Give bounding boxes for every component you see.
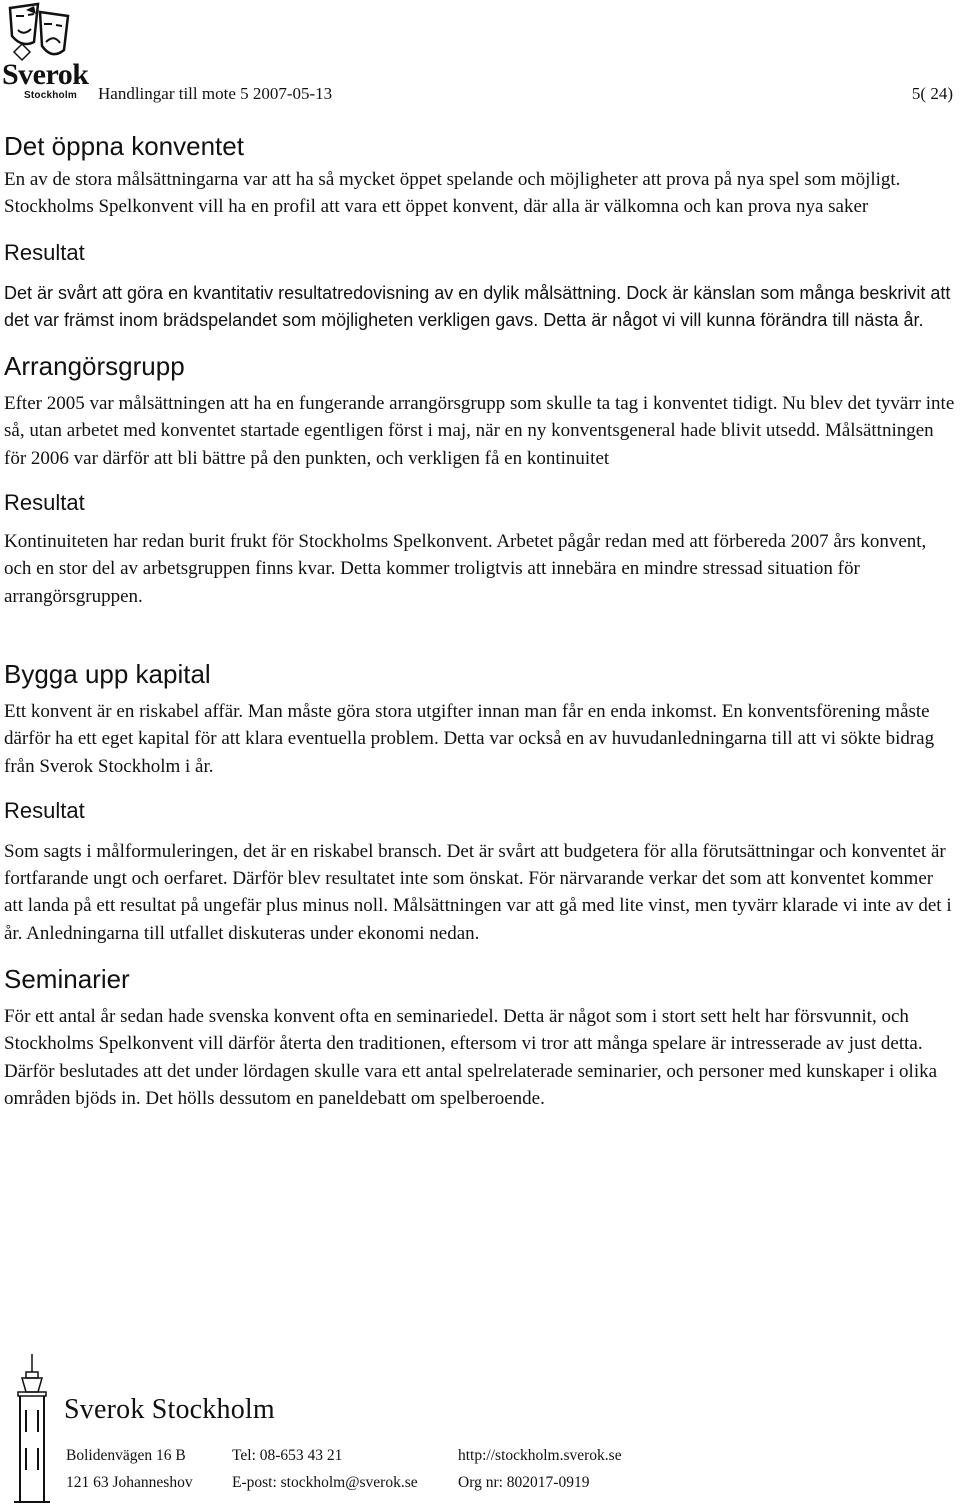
section-paragraph: Efter 2005 var målsättningen att ha en fungerande arrangörsgrupp som skulle ta tag i konventet tidigt. Nu blev det tyvärr inte så, utan arbetet med konventet startade egentligen först i maj, när en ny konventsgeneral hade blivit utsedd. Målsättningen för 2006 var därför att bli bättre på den punkten, och verkligen få en kontinuitet <box>4 393 955 469</box>
footer-email[interactable]: E-post: stockholm@sverok.se <box>232 1474 418 1491</box>
section-heading: Arrangörsgrupp <box>4 351 185 382</box>
theater-masks-icon <box>4 2 72 64</box>
result-heading: Resultat <box>4 490 85 516</box>
footer-organization: Sverok Stockholm <box>64 1394 275 1425</box>
page-header <box>0 0 960 110</box>
result-heading: Resultat <box>4 239 85 265</box>
logo-subtitle: Stockholm <box>24 90 77 101</box>
footer-org-number: Org nr: 802017-0919 <box>458 1474 590 1491</box>
page-number: 5( 24) <box>911 84 953 103</box>
city-hall-tower-icon <box>8 1352 56 1509</box>
document-header-title: Handlingar till mote 5 2007-05-13 <box>98 84 333 103</box>
footer-website[interactable]: http://stockholm.sverok.se <box>458 1447 622 1464</box>
result-paragraph: Kontinuiteten har redan burit frukt för Stockholms Spelkonvent. Arbetet pågår redan med att förbereda 2007 års konvent, och en stor del av arbetsgruppen finns kvar. Detta kommer troligtvis att innebära en mindre stressad situation för arrangörsgruppen. <box>4 531 927 607</box>
sverok-logo <box>2 2 97 102</box>
section-heading: Seminarier <box>4 964 130 995</box>
section-heading: Bygga upp kapital <box>4 658 211 689</box>
footer-phone: Tel: 08-653 43 21 <box>232 1447 343 1464</box>
logo-wordmark: Sverok <box>2 58 89 91</box>
result-paragraph: Som sagts i målformuleringen, det är en riskabel bransch. Det är svårt att budgetera för alla förutsättningar och konventet är fortfarande ungt och oerfaret. Därför blev resultatet inte som önskat. För närvarande verkar det som att konventet kommer att landa på ett resultat på ungefär plus minus noll. Målsättningen var att gå med lite vinst, men tyvärr klarade vi inte av det i år. Anledningarna till utfallet diskuteras under ekonomi nedan. <box>4 840 952 944</box>
result-paragraph: Det är svårt att göra en kvantitativ resultatredovisning av en dylik målsättning. Dock är känslan som många beskrivit att det var främst inom brädspelandet som möjligheten verkligen gavs. Detta är något vi vill kunna förändra till nästa år. <box>4 282 951 330</box>
page-footer <box>0 1348 960 1509</box>
section-paragraph: För ett antal år sedan hade svenska konvent ofta en seminariedel. Detta är något som i stort sett helt har försvunnit, och Stockholms Spelkonvent vill därför återta den traditionen, eftersom vi tror att många spelare är intresserade av just detta. Därför beslutades att det under lördagen skulle vara ett antal spelrelaterade seminarier, och personer med kunskaper i olika områden bjöds in. Det hölls dessutom en paneldebatt om spelberoende. <box>4 1006 938 1109</box>
document-body <box>4 128 956 1112</box>
section-paragraph: En av de stora målsättningarna var att ha så mycket öppet spelande och möjligheter att prova på nya spel som möjligt. Stockholms Spelkonvent vill ha en profil att vara ett öppet konvent, där alla är välkomna och kan prova nya saker <box>4 169 901 218</box>
result-heading: Resultat <box>4 797 85 823</box>
footer-address-line-1: Bolidenvägen 16 B <box>66 1447 186 1464</box>
section-paragraph: Ett konvent är en riskabel affär. Man måste göra stora utgifter innan man får en enda inkomst. En konventsförening måste därför ha ett eget kapital för att klara eventuella problem. Detta var också en av huvudanledningarna till att vi sökte bidrag från Sverok Stockholm i år. <box>4 700 935 777</box>
section-heading: Det öppna konventet <box>4 131 244 161</box>
footer-address-line-2: 121 63 Johanneshov <box>66 1474 193 1491</box>
